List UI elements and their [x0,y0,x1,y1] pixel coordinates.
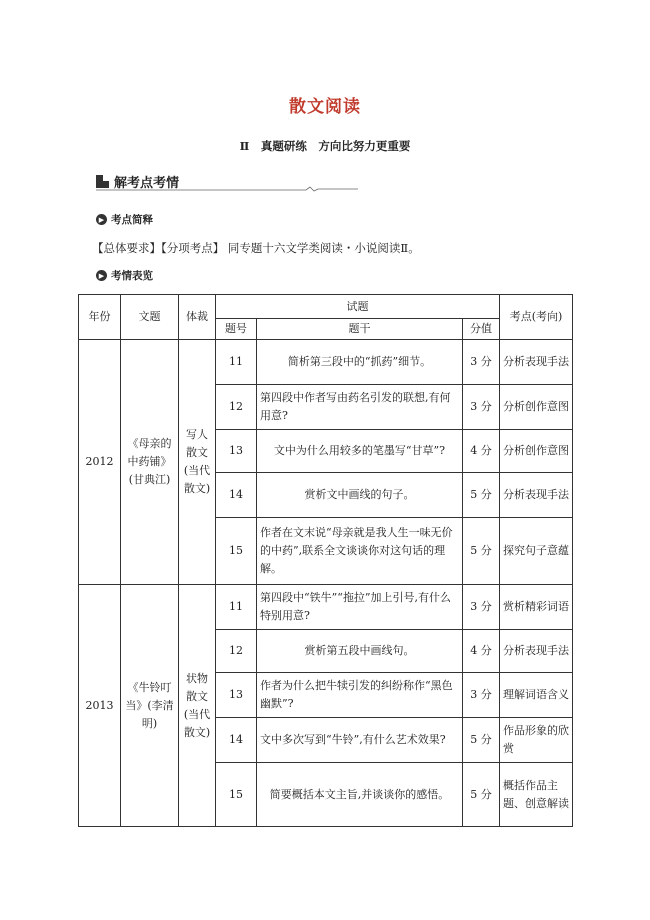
cell-number: 15 [216,518,257,585]
cell-number: 14 [216,473,257,518]
cell-passage: 《牛铃叮当》(李清明) [121,585,179,827]
cell-genre: 写人散文(当代散文) [179,340,216,585]
table-row [79,585,573,630]
cell-number: 12 [216,385,257,430]
cell-point: 分析表现手法 [500,473,573,518]
cell-point: 探究句子意蕴 [500,518,573,585]
cell-score: 3 分 [463,340,500,385]
play-circle-icon: ▶ [96,270,107,281]
cell-score: 3 分 [463,585,500,630]
cell-stem: 作者在文末说“母亲就是我人生一味无价的中药”,联系全文谈谈你对这句话的理解。 [257,518,463,585]
cell-score: 4 分 [463,430,500,473]
cell-point: 作品形象的欣赏 [500,718,573,763]
section-divider [96,186,358,192]
cell-point: 概括作品主题、创意解读 [500,763,573,827]
header-stem: 题干 [257,319,463,340]
exam-table [78,294,573,827]
cell-score: 5 分 [463,518,500,585]
play-circle-icon: ▶ [96,214,107,225]
header-exam: 试题 [216,295,500,319]
cell-number: 11 [216,340,257,385]
cell-genre: 状物散文(当代散文) [179,585,216,827]
cell-number: 12 [216,630,257,673]
cell-point: 理解词语含义 [500,673,573,718]
cell-score: 3 分 [463,673,500,718]
page-subtitle: Ⅱ 真题研练 方向比努力更重要 [239,139,411,153]
cell-score: 4 分 [463,630,500,673]
cell-year: 2013 [79,585,121,827]
cell-score: 5 分 [463,763,500,827]
cell-year: 2012 [79,340,121,585]
cell-stem: 赏析第五段中画线句。 [257,630,463,673]
cell-score: 5 分 [463,473,500,518]
header-point: 考点(考向) [500,295,573,340]
header-score: 分值 [463,319,500,340]
bullet-explanation [96,212,153,227]
cell-number: 14 [216,718,257,763]
cell-stem: 作者为什么把牛犊引发的纠纷称作“黑色幽默”? [257,673,463,718]
cell-number: 13 [216,673,257,718]
section-heading-text: 解考点考情 [114,176,180,191]
cell-stem: 简要概括本文主旨,并谈谈你的感悟。 [257,763,463,827]
cell-point: 分析表现手法 [500,630,573,673]
bullet-explanation-text: 考点简释 [111,214,153,226]
cell-stem: 第四段中作者写由药名引发的联想,有何用意? [257,385,463,430]
header-year: 年份 [79,295,121,340]
header-genre: 体裁 [179,295,216,340]
cell-stem: 简析第三段中的“抓药”细节。 [257,340,463,385]
cell-point: 分析表现手法 [500,340,573,385]
cell-stem: 赏析文中画线的句子。 [257,473,463,518]
table-row [79,340,573,385]
cell-score: 5 分 [463,718,500,763]
cell-stem: 文中多次写到“牛铃”,有什么艺术效果? [257,718,463,763]
header-number: 题号 [216,319,257,340]
cell-stem: 文中为什么用较多的笔墨写“甘草”? [257,430,463,473]
page-title: 散文阅读 [289,97,361,117]
bullet-overview [96,268,153,283]
requirement-text: 【总体要求】【分项考点】 同专题十六文学类阅读・小说阅读Ⅱ。 [92,241,420,255]
cell-point: 分析创作意图 [500,385,573,430]
cell-score: 3 分 [463,385,500,430]
cell-number: 11 [216,585,257,630]
cell-point: 赏析精彩词语 [500,585,573,630]
cell-number: 13 [216,430,257,473]
cell-passage: 《母亲的中药铺》(甘典江) [121,340,179,585]
header-passage: 文题 [121,295,179,340]
cell-stem: 第四段中“铁牛”“拖拉”加上引号,有什么特别用意? [257,585,463,630]
cell-number: 15 [216,763,257,827]
cell-point: 分析创作意图 [500,430,573,473]
bullet-overview-text: 考情表览 [111,270,153,282]
